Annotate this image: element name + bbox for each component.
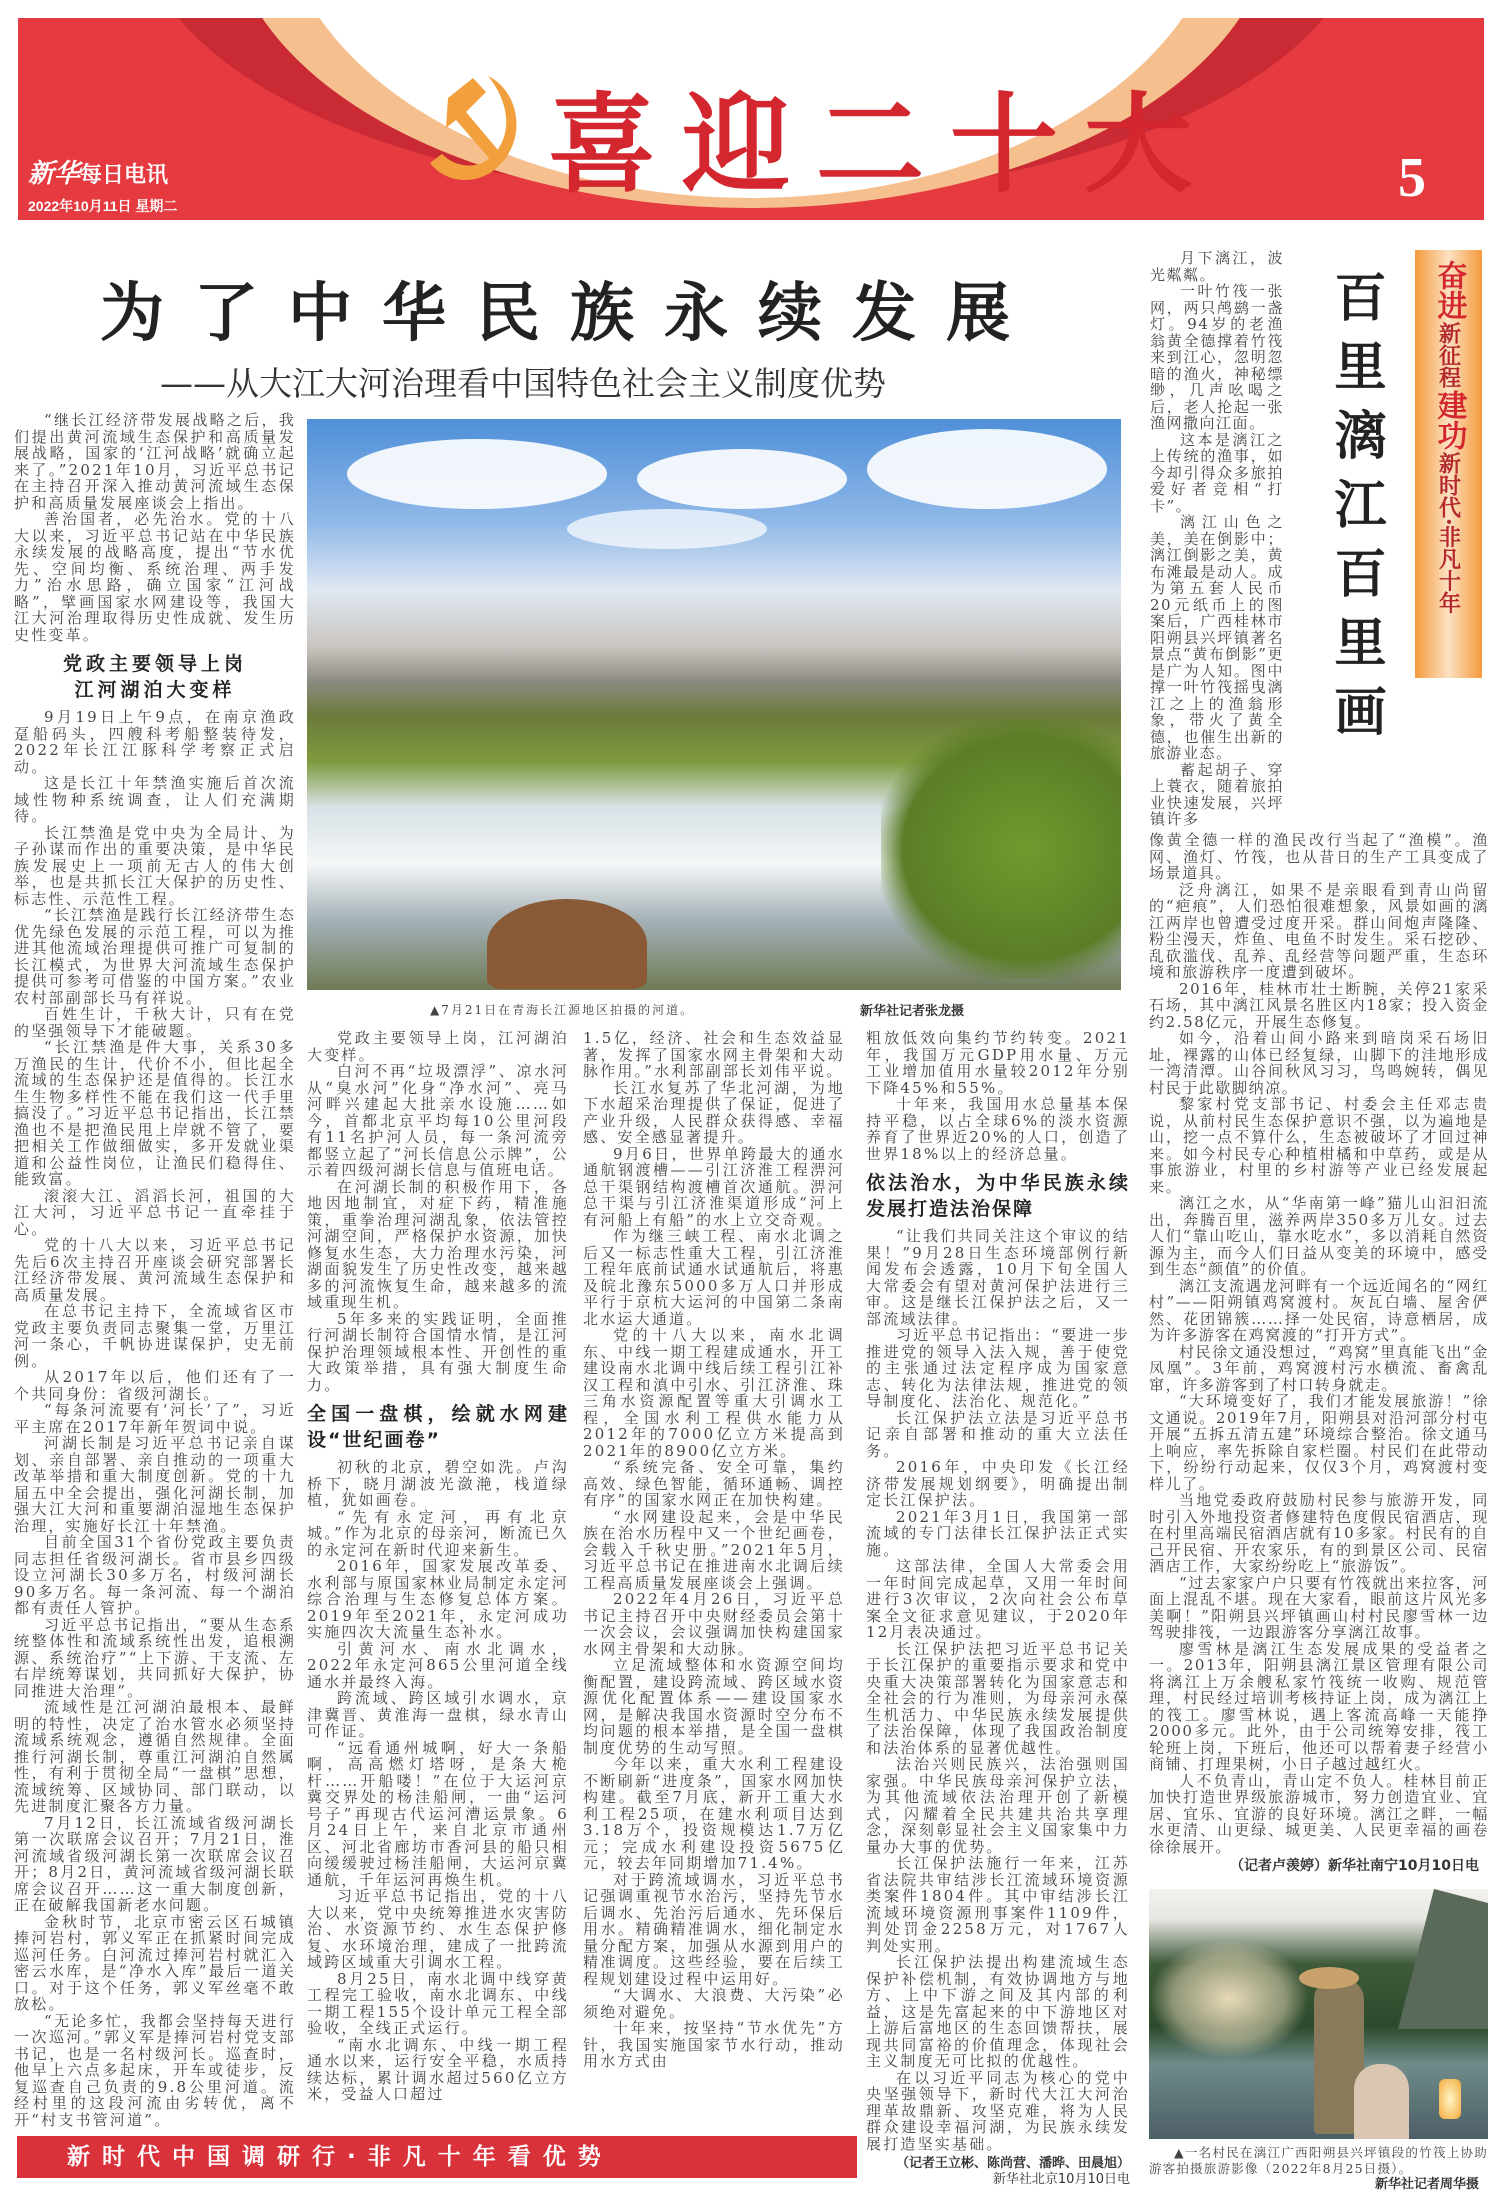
tourist xyxy=(1354,2064,1409,2139)
paragraph: 7月12日，长江流域省级河湖长第一次联席会议召开；7月21日，淮河流域省级河湖长第一次联席会议召开；8月2日，黄河流域省级河湖长联席会议召开……这一重大制度创新，正在破解我国新老水问题。 xyxy=(14,1813,296,1914)
paragraph: 这本是漓江之上传统的渔事，如今却引得众多旅拍爱好者竞相“打卡”。 xyxy=(1150,430,1284,515)
hammer-sickle-icon xyxy=(418,68,528,188)
paragraph: 9月19日上午9点，在南京渔政趸船码头，四艘科考船整装待发，2022年长江江豚科学考察正式启动。 xyxy=(14,708,296,776)
article-column-4-body xyxy=(866,1030,1130,2152)
paragraph: 2016年，桂林市壮士断腕，关停21家采石场，其中漓江风景名胜区内18家；投入资金约2.58亿元，开展生态修复。 xyxy=(1149,979,1489,1031)
paragraph: 党政主要领导上岗，江河湖泊大变样。 xyxy=(307,1029,569,1064)
paragraph: 习近平总书记指出，党的十八大以来，党中央统筹推进水灾害防治、水资源节约、水生态保护修复、水环境治理，建成了一批跨流域跨区域重大引调水工程。 xyxy=(307,1887,569,1971)
section-heading: 全国一盘棋，绘就水网建设“世纪画卷” xyxy=(307,1403,569,1451)
paragraph: 十年来，按坚持“节水优先”方针，我国实施国家节水行动，推动用水方式由 xyxy=(583,2019,845,2070)
article-column-2 xyxy=(307,1030,569,2103)
paragraph: 目前全国31个省份党政主要负责同志担任省级河湖长。省市县乡四级设立河湖长30多万名，村级河湖长90多万名。每一条河流、每一个湖泊都有责任人管护。 xyxy=(14,1533,296,1617)
paragraph: 长江保护法立法是习近平总书记亲自部署和推动的重大立法任务。 xyxy=(866,1408,1130,1460)
side-article-wide-column xyxy=(1149,832,1489,1855)
paragraph: 2016年，中央印发《长江经济带发展规划纲要》，明确提出制定长江保护法。 xyxy=(866,1458,1130,1509)
paragraph: 漓江之水，从“华南第一峰”猫儿山汩汩流出，奔腾百里，滋养两岸350多万儿女。过去人们“靠山吃山，靠水吃水”，多以消耗自然资源为主，而今人们日益从变美的环境中，感受到生态“颜值”的价值。 xyxy=(1149,1194,1489,1278)
paragraph: “每条河流要有‘河长’了”，习近平主席在2017年新年贺词中说。 xyxy=(14,1401,296,1436)
paragraph: 如今，沿着山间小路来到暗岗采石场旧址，裸露的山体已经复绿，山脚下的洼地形成一湾清潭。山谷间秋风习习，鸟鸣婉转，偶见村民于此歇脚纳凉。 xyxy=(1149,1029,1489,1097)
paragraph: 流域性是江河湖泊最根本、最鲜明的特性，决定了治水管水必须坚持流域系统观念，遵循自然规律。全面推行河湖长制，尊重江河湖泊自然属性，有利于贯彻全局“一盘棋”思想，流域统筹、区域协同、部门联动，以先进制度汇聚各方力量。 xyxy=(14,1698,296,1815)
side-article-narrow-column xyxy=(1150,250,1284,828)
banner-line-1: 奋进 xyxy=(1431,260,1467,320)
side-byline: （记者卢羡婷）新华社南宁10月10日电 xyxy=(1230,1858,1479,1874)
side-photo-credit: 新华社记者周华摄 xyxy=(1374,2177,1479,2192)
paragraph: 黎家村党支部书记、村委会主任邓志贵说，从前村民生态保护意识不强，以为遍地是山，挖一点不算什么，生态被破坏了才回过神来。如今村民专心种植柑橘和中草药，或是从事旅游业，村里的乡村游等产业已经发展起来。 xyxy=(1149,1095,1489,1196)
paragraph: 2016年，国家发展改革委、水利部与原国家林业局制定永定河综合治理与生态修复总体方案。2019年至2021年，永定河成功实施四次大流量生态补水。 xyxy=(307,1557,569,1641)
side-article-flow xyxy=(1149,832,1489,2193)
paragraph: 善治国者，必先治水。党的十八大以来，习近平总书记站在中华民族永续发展的战略高度，提出“节水优先、空间均衡、系统治理、两手发力”治水思路，确立国家“江河战略”，擘画国家水网建设等，我国大江大河治理取得历史性成就、发生历史性变革。 xyxy=(14,510,296,644)
paragraph: “让我们共同关注这个审议的结果！”9月28日生态环境部例行新闻发布会透露，10月下旬全国人大常委会有望对黄河保护法进行三审。这是继长江保护法之后，又一部流域法律。 xyxy=(866,1227,1130,1328)
article-column-3 xyxy=(583,1030,845,2070)
paragraph: 跨流域、跨区域引水调水，京津冀晋、黄淮海一盘棋，绿水青山可作证。 xyxy=(307,1689,569,1740)
paragraph: 长江水复苏了华北河湖，为地下水超采治理提供了保证，促进了产业升级，人民群众获得感、幸福感、安全感显著提升。 xyxy=(583,1078,845,1146)
paragraph: 当地党委政府鼓励村民参与旅游开发，同时引入外地投资者修建特色度假民宿酒店，现在村里高端民宿酒店就有10多家。村民有的自己开民宿、开农家乐，有的到景区公司、民宿酒店工作，大家纷纷吃上“旅游饭”。 xyxy=(1149,1491,1489,1575)
issue-date: 2022年10月11日 星期二 xyxy=(28,198,178,214)
paragraph: “长江禁渔是件大事，关系30多万渔民的生计，代价不小，但比起全流域的生态保护还是值得的。长江水生生物多样性不能在我们这一代手里搞没了。”习近平总书记指出，长江禁渔也不是把渔民甩上岸就不管了，要把相关工作做细做实，多开发就业渠道和公益性岗位，让渔民们稳得住、能致富。 xyxy=(14,1038,296,1188)
paragraph: 长江保护法施行一年来，江苏省法院共审结涉长江流域环境资源类案件1804件。其中审结涉长江流域环境资源刑事案件1109件，判处罚金2258万元，对1767人判处实刑。 xyxy=(866,1854,1130,1955)
lantern xyxy=(1439,2079,1461,2119)
banner-line-2: 新征程 xyxy=(1435,322,1462,388)
paragraph: 廖雪林是漓江生态发展成果的受益者之一。2013年，阳朔县漓江景区管理有限公司将漓江上万余艘私家竹筏统一收购、规范管理，村民经过培训考核持证上岗，成为漓江上的筏工。廖雪林说，遇上客流高峰一天能挣2000多元。此外，由于公司统筹安排，筏工轮班上岗，下班后，他还可以帮着妻子经营小商铺、打理果树，小日子越过越红火。 xyxy=(1149,1639,1489,1773)
paragraph: “远看通州城啊，好大一条船啊，高高燃灯塔呀，是条大桅杆……开船喽！”在位于大运河京冀交界处的杨洼船闸，一曲“运河号子”再现古代运河漕运景象。6月24日上午，来自北京市通州区、河北省廊坊市香河县的船只相向缓缓驶过杨洼船闸，大运河京冀通航，千年运河再焕生机。 xyxy=(307,1738,569,1889)
paragraph: 长江保护法提出构建流域生态保护补偿机制，有效协调地方与地方、上中下游之间及其内部的利益，这是先富起来的中下游地区对上游后富地区的生态回馈帮扶，展现共同富裕的价值理念，体现社会主义制度无可比拟的优越性。 xyxy=(866,1953,1130,2070)
byline-dateline: 新华社北京10月10日电 xyxy=(992,2172,1130,2187)
paragraph: 8月25日，南水北调中线穿黄工程完工验收，南水北调东、中线一期工程155个设计单元工程全部验收，全线正式运行。 xyxy=(307,1969,569,2037)
main-subheadline: ——从大江大河治理看中国特色社会主义制度优势 xyxy=(160,364,886,403)
paragraph: 5年多来的实践证明，全面推行河湖长制符合国情水情，是江河保护治理领域根本性、开创性的重大政策举措，具有强大制度生命力。 xyxy=(307,1309,569,1394)
fishing-net xyxy=(1149,1939,1309,2059)
paragraph: “南水北调东、中线一期工程通水以来，运行安全平稳，水质持续达标，累计调水超过560亿立方米，受益人口超过 xyxy=(307,2035,569,2103)
section-heading-line: 江河湖泊大变样 xyxy=(74,679,236,701)
main-byline xyxy=(866,2156,1130,2188)
paragraph: 在河湖长制的积极作用下，各地因地制宜，对症下药，精准施策，重拳治理河湖乱象，依法管控河湖空间，严格保护水资源，加快修复水生态，大力治理水污染，河湖面貌发生了历史性改变，越来越多的河流恢复生命，越来越多的流域重现生机。 xyxy=(307,1177,569,1311)
paragraph: “大环境变好了，我们才能发展旅游！”徐文通说。2019年7月，阳朔县对沿河部分村屯开展“五拆五清五建”环境综合整治。徐文通马上响应，率先拆除自家栏圈。村民们在此带动下，纷纷行动起来，仅仅3个月，鸡窝渡村变样儿了。 xyxy=(1149,1392,1489,1493)
series-banner: 新时代中国调研行·非凡十年看优势 xyxy=(17,2136,857,2178)
paragraph: 在以习近平同志为核心的党中央坚强领导下，新时代大江大河治理革故鼎新、攻坚克难，将为人民群众建设幸福河湖，为民族永续发展打造坚实基础。 xyxy=(866,2068,1130,2153)
photo-credit: 新华社记者张龙摄 xyxy=(860,1004,965,1019)
paragraph: 法治兴则民族兴，法治强则国家强。中华民族母亲河保护立法，为其他流域依法治理开创了新模式，闪耀着全民共建共治共享理念，深刻彰显社会主义国家集中力量办大事的优势。 xyxy=(866,1755,1130,1856)
paragraph: 对于跨流域调水，习近平总书记强调重视节水治污，坚持先节水后调水、先治污后通水、先环保后用水。精确精准调水，细化制定水量分配方案，加强从水源到用户的精准调度。这些经验，要在后续工程规划建设过程中运用好。 xyxy=(583,1870,845,1988)
paragraph: 作为继三峡工程、南水北调之后又一标志性重大工程，引江济淮工程年底前试通水试通航后，将惠及皖北豫东5000多万人口并形成平行于京杭大运河的中国第二条南北水运大通道。 xyxy=(583,1227,845,1328)
paragraph: “水网建设起来，会是中华民族在治水历程中又一个世纪画卷，会载入千秋史册。”2021年5月，习近平总书记在推进南水北调后续工程高质量发展座谈会上强调。 xyxy=(583,1507,845,1592)
banner-line-3: 建功 xyxy=(1431,390,1467,450)
page-number: 5 xyxy=(1398,147,1426,209)
section-heading: 依法治水，为中华民族永续发展打造法治保障 xyxy=(866,1172,1130,1220)
paragraph: 在总书记主持下，全流域省区市党政主要负责同志聚集一堂，万里江河一条心，千帆协进谋保护，史无前例。 xyxy=(14,1302,296,1370)
paragraph: 人不负青山，青山定不负人。桂林目前正加快打造世界级旅游城市，努力创造宜业、宜居、宜乐、宜游的良好环境。漓江之畔，一幅水更清、山更绿、城更美、人民更幸福的画卷徐徐展开。 xyxy=(1149,1771,1489,1856)
paragraph: 这是长江十年禁渔实施后首次流域性物种系统调查，让人们充满期待。 xyxy=(14,774,296,825)
column-banner xyxy=(1415,250,1482,678)
article-column-4 xyxy=(866,1030,1130,2188)
paragraph: 一叶竹筏一张网，两只鸬鹚一盏灯。94岁的老渔翁黄全德撑着竹筏来到江心，忽明忽暗的渔火，神秘缥缈，几声吆喝之后，老人抡起一张渔网撒向江面。 xyxy=(1150,282,1284,432)
river-photo xyxy=(307,419,1121,990)
paragraph: 习近平总书记指出，“要从生态系统整体性和流域系统性出发，追根溯源、系统治疗”“上下游、干支流、左右岸统筹谋划，共同抓好大保护，协同推进大治理”。 xyxy=(14,1615,296,1700)
side-article-title: 百里漓江百里画 xyxy=(1325,270,1386,753)
paragraph: 河湖长制是习近平总书记亲自谋划、亲自部署、亲自推动的一项重大改革举措和重大制度创新。党的十九届五中全会提出，强化河湖长制，加强大江大河和重要湖泊湿地生态保护治理，实施好长江十年禁渔。 xyxy=(14,1434,296,1535)
article-column-1 xyxy=(14,412,296,2128)
paragraph: 金秋时节，北京市密云区石城镇捧河岩村，郭义军正在抓紧时间完成巡河任务。白河流过捧河岩村就汇入密云水库，是“净水入库”最后一道关口。对于这个任务，郭义军丝毫不敢放松。 xyxy=(14,1912,296,2013)
paragraph: 1.5亿，经济、社会和生态效益显著，发挥了国家水网主骨架和大动脉作用。”水利部副部长刘伟平说。 xyxy=(583,1029,845,1080)
paragraph: 滚滚大江、滔滔长河，祖国的大江大河，习近平总书记一直牵挂于心。 xyxy=(14,1186,296,1238)
paragraph: 立足流域整体和水资源空间均衡配置，建设跨流域、跨区域水资源优化配置体系——建设国家水网，是解决我国水资源时空分布不均问题的根本举措，是全国一盘棋制度优势的生动写照。 xyxy=(583,1656,845,1757)
logo-name: 每日电讯 xyxy=(80,163,169,188)
paragraph: “系统完备、安全可靠，集约高效、绿色智能，循环通畅、调控有序”的国家水网正在加快构建。 xyxy=(583,1458,845,1509)
rock xyxy=(487,899,647,989)
masthead-banner xyxy=(18,18,1484,220)
paragraph: “先有永定河，再有北京城。”作为北京的母亲河，断流已久的永定河在新时代迎来新生。 xyxy=(307,1507,569,1559)
paragraph: 十年来，我国用水总量基本保持平稳，以占全球6%的淡水资源养育了世界近20%的人口，创造了世界18%以上的经济总量。 xyxy=(866,1095,1130,1163)
paragraph: 村民徐文通没想过，“鸡窝”里真能飞出“金凤凰”。3年前，鸡窝渡村污水横流、畜禽乱窜，许多游客到了村口转身就走。 xyxy=(1149,1342,1490,1394)
paragraph: 长江保护法把习近平总书记关于长江保护的重要指示要求和党中央重大决策部署转化为国家意志和全社会的行为准则，为母亲河永葆生机活力、中华民族永续发展提供了法治保障，体现了我国政治制度和法治体系的显著优越性。 xyxy=(866,1639,1130,1757)
newspaper-logo xyxy=(28,153,168,190)
photo-caption: ▲7月21日在青海长江源地区拍摄的河道。 xyxy=(430,1003,695,1017)
paragraph: 党的十八大以来，南水北调东、中线一期工程建成通水，开工建设南水北调中线后续工程引江补汉工程和滇中引水、引江济淮、珠三角水资源配置等重大引调水工程，全国水利工程供水能力从2012年的7000亿立方米提高到2021年的8900亿立方米。 xyxy=(583,1326,845,1460)
paragraph: 粗放低效向集约节约转变。2021年，我国万元GDP用水量、万元工业增加值用水量较2012年分别下降45%和55%。 xyxy=(866,1029,1130,1097)
paragraph: “长江禁渔是践行长江经济带生态优先绿色发展的示范工程，可以为推进其他流域治理提供可推广可复制的长江模式，为世界大河流域生态保护提供可参考可借鉴的中国方案。”农业农村部副部长马有祥说。 xyxy=(14,906,296,1007)
logo-brand: 新华 xyxy=(28,159,81,189)
fisherman-photo xyxy=(1149,1889,1488,2139)
paragraph: “大调水、大浪费、大污染”必须绝对避免。 xyxy=(583,1986,845,2021)
paragraph: 这部法律，全国人大常委会用一年时间完成起草，又用一年时间进行3次审议，2次向社会公布草案全文征求意见建议，于2020年12月表决通过。 xyxy=(866,1557,1130,1641)
main-headline: 为了中华民族永续发展 xyxy=(100,276,1040,351)
paragraph: “继长江经济带发展战略之后，我们提出黄河流域生态保护和高质量发展战略，国家的‘江河战略’就确立起来了。”2021年10月，习近平总书记在主持召开深入推动黄河流域生态保护和高质量发展座谈会上指出。 xyxy=(14,411,296,512)
paragraph: “过去家家户户只要有竹筏就出来拉客，河面上混乱不堪。现在大家看，眼前这片风光多美啊！”阳朔县兴坪镇画山村村民廖雪林一边驾驶排筏，一边跟游客分享漓江故事。 xyxy=(1149,1573,1489,1641)
grass-bank xyxy=(881,719,1121,979)
paragraph: 百姓生计，千秋大计，只有在党的坚强领导下才能破题。 xyxy=(14,1005,296,1040)
paragraph: 白河不再“垃圾漂浮”、凉水河从“臭水河”化身“净水河”、亮马河畔兴建起大批亲水设施……如今，首都北京平均每10公里河段有11名护河人员，每一条河流旁都竖立起了“河长信息公示牌”，公示着四级河湖长信息与值班电话。 xyxy=(307,1062,569,1179)
paragraph: 2022年4月26日，习近平总书记主持召开中央财经委员会第十一次会议，会议强调加快构建国家水网主骨架和大动脉。 xyxy=(583,1590,845,1658)
byline-reporters: （记者王立彬、陈尚营、潘晔、田晨旭） xyxy=(895,2156,1130,2171)
paragraph: 月下漓江，波光粼粼。 xyxy=(1150,249,1284,284)
paragraph: 长江禁渔是党中央为全局计、为子孙谋而作出的重要决策，是中华民族发展史上一项前无古人的伟大创举，也是共抓长江大保护的历史性、标志性、示范性工程。 xyxy=(14,823,296,908)
paragraph: “无论多忙，我都会坚持每天进行一次巡河。”郭义军是捧河岩村党支部书记，也是一名村级河长。巡查时，他早上六点多起床，开车或徒步，反复巡查自己负责的9.8公里河道。流经村里的这段河流由劣转优，离不开“村支书管河道”。 xyxy=(14,2011,296,2129)
paragraph: 蓄起胡子、穿上蓑衣，随着旅拍业快速发展，兴坪镇许多 xyxy=(1150,760,1284,828)
paragraph: 从2017年以后，他们还有了一个共同身份：省级河湖长。 xyxy=(14,1368,296,1403)
paragraph: 漓江支流遇龙河畔有一个远近闻名的“网红村”——阳朔镇鸡窝渡村。灰瓦白墙、屋舍俨然、花团锦簇……择一处民宿，诗意栖居，成为许多游客在鸡窝渡的“打开方式”。 xyxy=(1149,1276,1489,1344)
paragraph: 泛舟漓江，如果不是亲眼看到青山尚留的“疤痕”，人们恐怕很难想象，风景如画的漓江两岸也曾遭受过度开采。群山间炮声隆隆、粉尘漫天，炸鱼、电鱼不时发生。采石挖砂、乱砍滥伐、乱养、乱经营等问题严重，生态环境和旅游秩序一度遭到破坏。 xyxy=(1149,880,1489,981)
banner-line-4: 新时代·非凡十年 xyxy=(1435,452,1462,614)
section-heading xyxy=(14,651,296,703)
paragraph: 今年以来，重大水利工程建设不断刷新“进度条”，国家水网加快构建。截至7月底，新开工重大水利工程25项，在建水利项目达到3.18万个，投资规模达1.7万亿元；完成水利建设投资5675亿元，较去年同期增加71.4%。 xyxy=(583,1755,845,1872)
paragraph: 引黄河水、南水北调水，2022年永定河865公里河道全线通水并最终入海。 xyxy=(307,1639,569,1691)
paragraph: 初秋的北京，碧空如洗。卢沟桥下，晓月湖波光潋滟，栈道绿植，犹如画卷。 xyxy=(307,1458,569,1509)
side-photo-caption: ▲一名村民在漓江广西阳朔县兴坪镇段的竹筏上协助游客拍摄旅游影像（2022年8月25日摄）。 xyxy=(1149,2145,1488,2176)
paragraph: 习近平总书记指出：“要进一步推进党的领导入法入规，善于使党的主张通过法定程序成为国家意志、转化为法律法规，推进党的领导制度化、法治化、规范化。” xyxy=(866,1326,1130,1410)
paragraph: 漓江山色之美，美在倒影中；漓江倒影之美，黄布滩最是动人。成为第五套人民币20元纸币上的图案后，广西桂林市阳朔县兴坪镇著名景点“黄布倒影”更是广为人知。图中撑一叶竹筏摇曳漓江之上的渔翁形象，带火了黄全德，也催生出新的旅游业态。 xyxy=(1150,513,1284,762)
section-title: 喜迎二十大 xyxy=(548,82,1219,208)
paragraph: 党的十八大以来，习近平总书记先后6次主持召开座谈会研究部署长江经济带发展、黄河流域生态保护和高质量发展。 xyxy=(14,1236,296,1304)
paragraph: 9月6日，世界单跨最大的通水通航钢渡槽——引江济淮工程淠河总干渠钢结构渡槽首次通航。淠河总干渠与引江济淮渠道形成“河上有河船上有船”的水上立交奇观。 xyxy=(583,1144,845,1229)
section-heading-line: 党政主要领导上岗 xyxy=(62,653,247,675)
paragraph: 2021年3月1日，我国第一部流域的专门法律长江保护法正式实施。 xyxy=(866,1507,1130,1559)
paragraph: 像黄全德一样的渔民改行当起了“渔模”。渔网、渔灯、竹筏，也从昔日的生产工具变成了场景道具。 xyxy=(1149,831,1489,882)
